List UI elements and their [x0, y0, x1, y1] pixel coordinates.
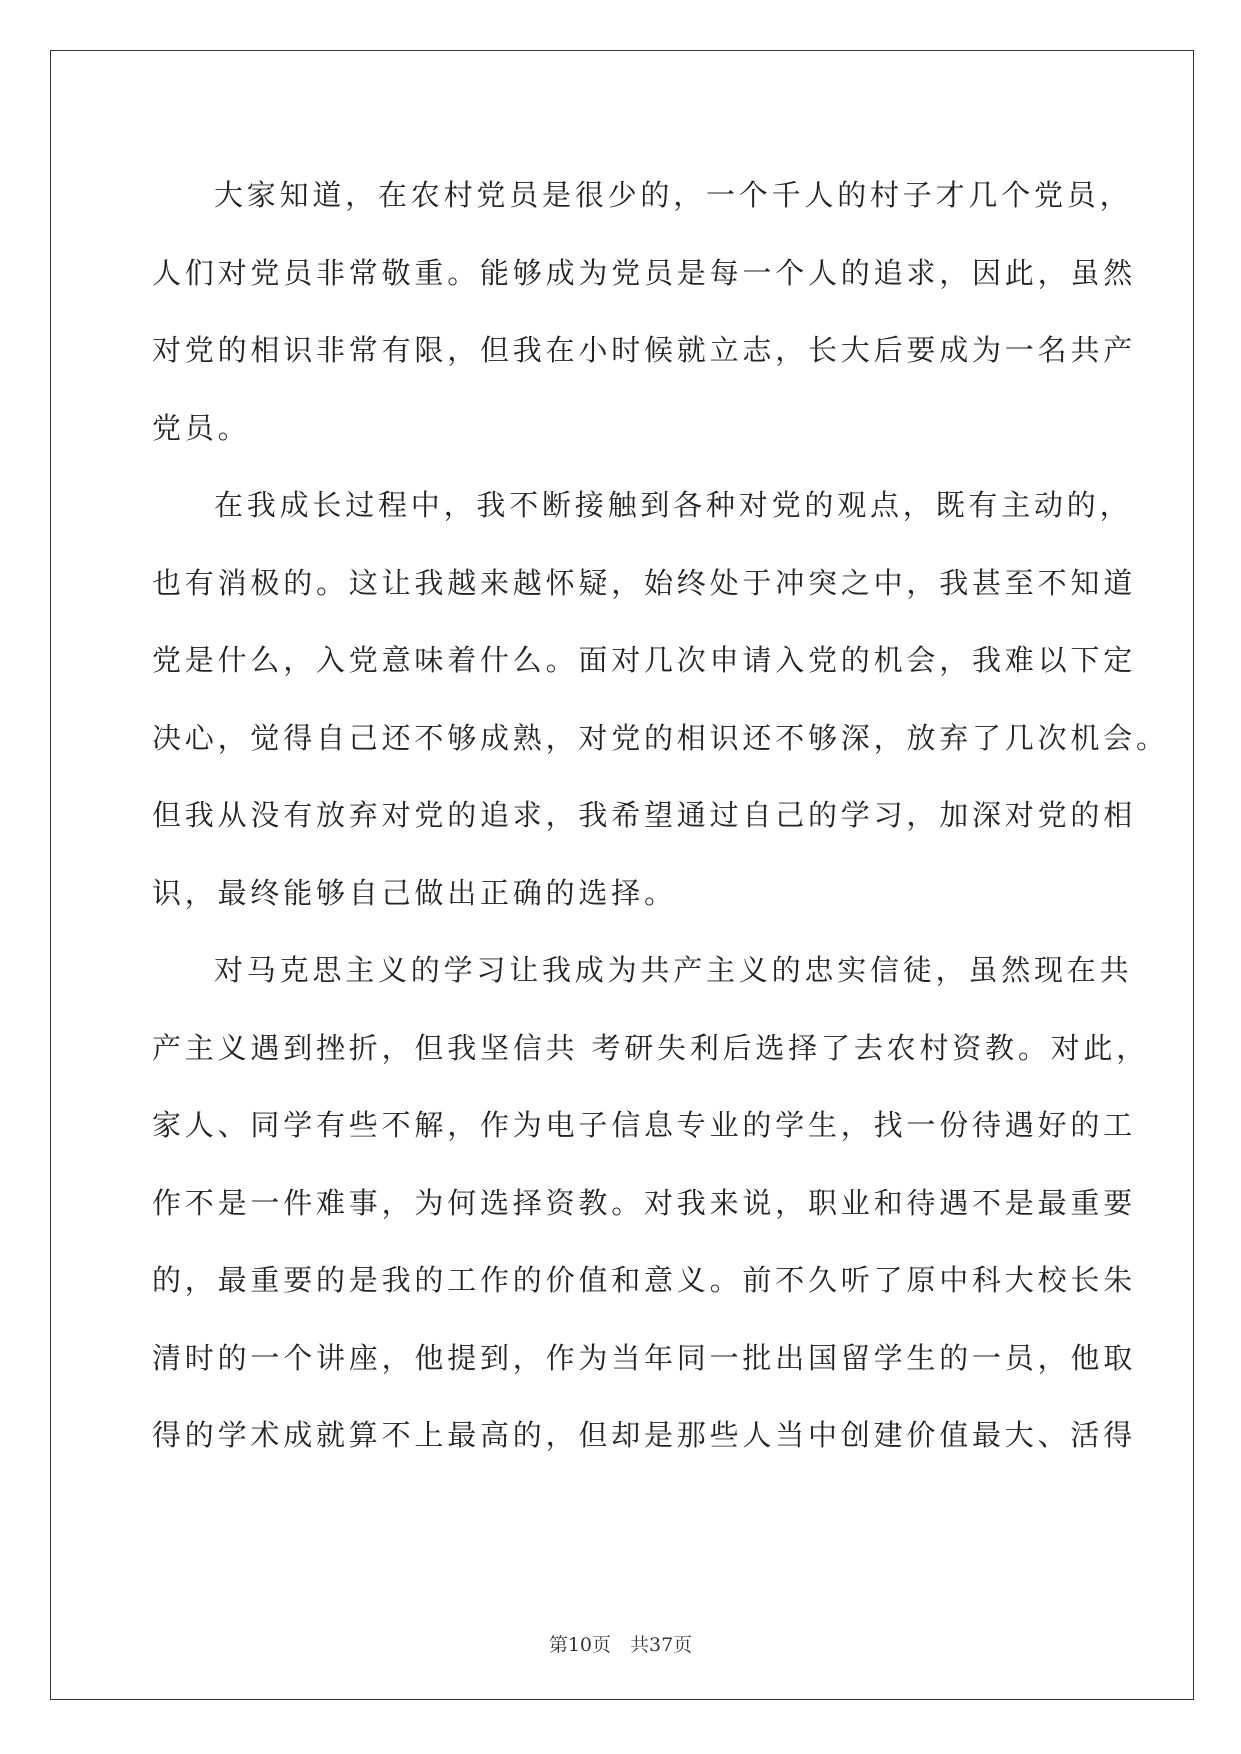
document-body: [152, 157, 1169, 1475]
text-line: 得的学术成就算不上最高的，但却是那些人当中创建价值最大、活得: [152, 1418, 1137, 1452]
text-line: 在我成长过程中，我不断接触到各种对党的观点，既有主动的，: [214, 488, 1133, 522]
text-line: 识，最终能够自己做出正确的选择。: [152, 875, 677, 910]
text-line: 但我从没有放弃对党的追求，我希望通过自己的学习，加深对党的相: [152, 798, 1137, 832]
text-line: 大家知道，在农村党员是很少的，一个千人的村子才几个党员，: [214, 178, 1133, 212]
text-line: 对党的相识非常有限，但我在小时候就立志，长大后要成为一名共产: [152, 333, 1137, 367]
text-line: 家人、同学有些不解，作为电子信息专业的学生，找一份待遇好的工: [152, 1108, 1137, 1142]
text-line: 的，最重要的是我的工作的价值和意义。前不久听了原中科大校长朱: [152, 1263, 1137, 1297]
text-line: 作不是一件难事，为何选择资教。对我来说，职业和待遇不是最重要: [152, 1185, 1137, 1220]
text-line: 清时的一个讲座，他提到，作为当年同一批出国留学生的一员，他取: [152, 1340, 1137, 1375]
text-line: 决心，觉得自己还不够成熟，对党的相识还不够深，放弃了几次机会。: [152, 720, 1169, 755]
text-line: 产主义遇到挫折，但我坚信共 考研失利后选择了去农村资教。对此，: [152, 1030, 1150, 1065]
text-line: 党是什么，入党意味着什么。面对几次申请入党的机会，我难以下定: [152, 643, 1137, 677]
text-line: 党员。: [152, 410, 251, 445]
text-line: 人们对党员非常敬重。能够成为党员是每一个人的追求，因此，虽然: [152, 255, 1137, 290]
text-line: 也有消极的。这让我越来越怀疑，始终处于冲突之中，我甚至不知道: [152, 565, 1137, 600]
text-line: 对马克思主义的学习让我成为共产主义的忠实信徒，虽然现在共: [214, 953, 1133, 987]
page-footer: 第10页 共37页: [548, 1634, 693, 1656]
